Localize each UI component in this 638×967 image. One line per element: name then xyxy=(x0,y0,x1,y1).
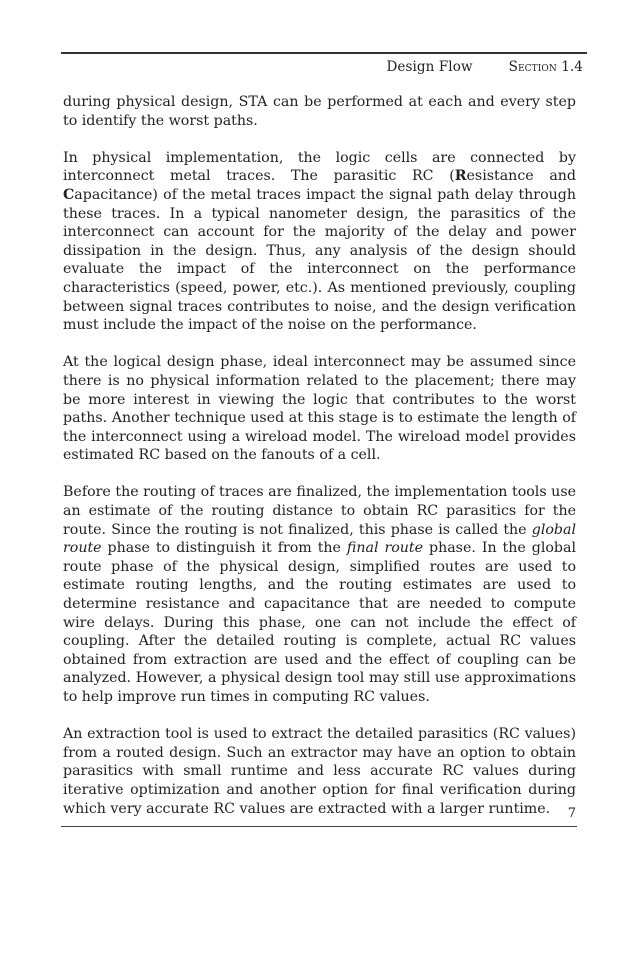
page-body xyxy=(63,93,576,837)
paragraph-text: phase to distinguish it from the xyxy=(101,540,347,557)
term-final-route: final route xyxy=(346,540,424,557)
paragraph-text: Before the routing of traces are finalized, the implementation tools use an estimate of the routing distance to obtain RC parasitics for the route. Since the routing is not finalized, this phase is called the xyxy=(63,484,576,538)
header-rule xyxy=(61,52,587,54)
page-number: 7 xyxy=(567,806,576,821)
chapter-label: Design Flow xyxy=(386,59,473,75)
paragraph-extraction-tool: An extraction tool is used to extract the detailed parasitics (RC values) from a routed design. Such an extractor may have an option to obtain parasitics with small runtime and less accurate RC values during iterative optimization and another option for final verification during which very accurate RC values are extracted with a larger runtime. xyxy=(63,726,576,817)
paragraph-text: phase. In the global route phase of the physical design, simplified routes are used to estimate routing lengths, and the routing estimates are used to determine resistance and capacitance that are needed to compute wire delays. During this phase, one can not include the effect of coupling. After the detailed routing is complete, actual RC values obtained from extraction are used and the effect of coupling can be analyzed. However, a physical design tool may still use approximations to help improve run times in computing RC values. xyxy=(63,540,576,705)
bold-c: C xyxy=(63,186,75,203)
paragraph-global-route xyxy=(63,483,576,706)
bold-r: R xyxy=(454,168,467,185)
paragraph-logical-design: At the logical design phase, ideal interconnect may be assumed since there is no physical information related to the placement; there may be more interest in viewing the logic that contributes to the worst paths. Another technique used at this stage is to estimate the length of the interconnect using a wireload model. The wireload model provides estimated RC based on the fanouts of a cell. xyxy=(63,354,576,464)
paragraph-sta-physical-design: during physical design, STA can be performed at each and every step to identify the worst paths. xyxy=(63,94,576,129)
paragraph-text: In physical implementation, the logic cells are connected by interconnect metal traces. The parasitic RC ( xyxy=(63,149,576,185)
footer-rule xyxy=(61,826,577,827)
paragraph-text: apacitance) of the metal traces impact the signal path delay through these traces. In a typical nanometer design, the parasitics of the interconnect can account for the majority of the delay and power dissipation in the design. Thus, any analysis of the design should evaluate the impact of the interconnect on the performance characteristics (speed, power, etc.). As mentioned previously, coupling between signal traces contributes to noise, and the design verification must include the impact of the noise on the performance. xyxy=(63,186,576,334)
term-global-route: global route xyxy=(63,521,576,557)
paragraph-text: esistance and xyxy=(466,168,576,185)
running-header xyxy=(386,59,583,75)
paragraph-parasitic-rc xyxy=(63,149,576,335)
section-label: Section 1.4 xyxy=(508,59,583,75)
